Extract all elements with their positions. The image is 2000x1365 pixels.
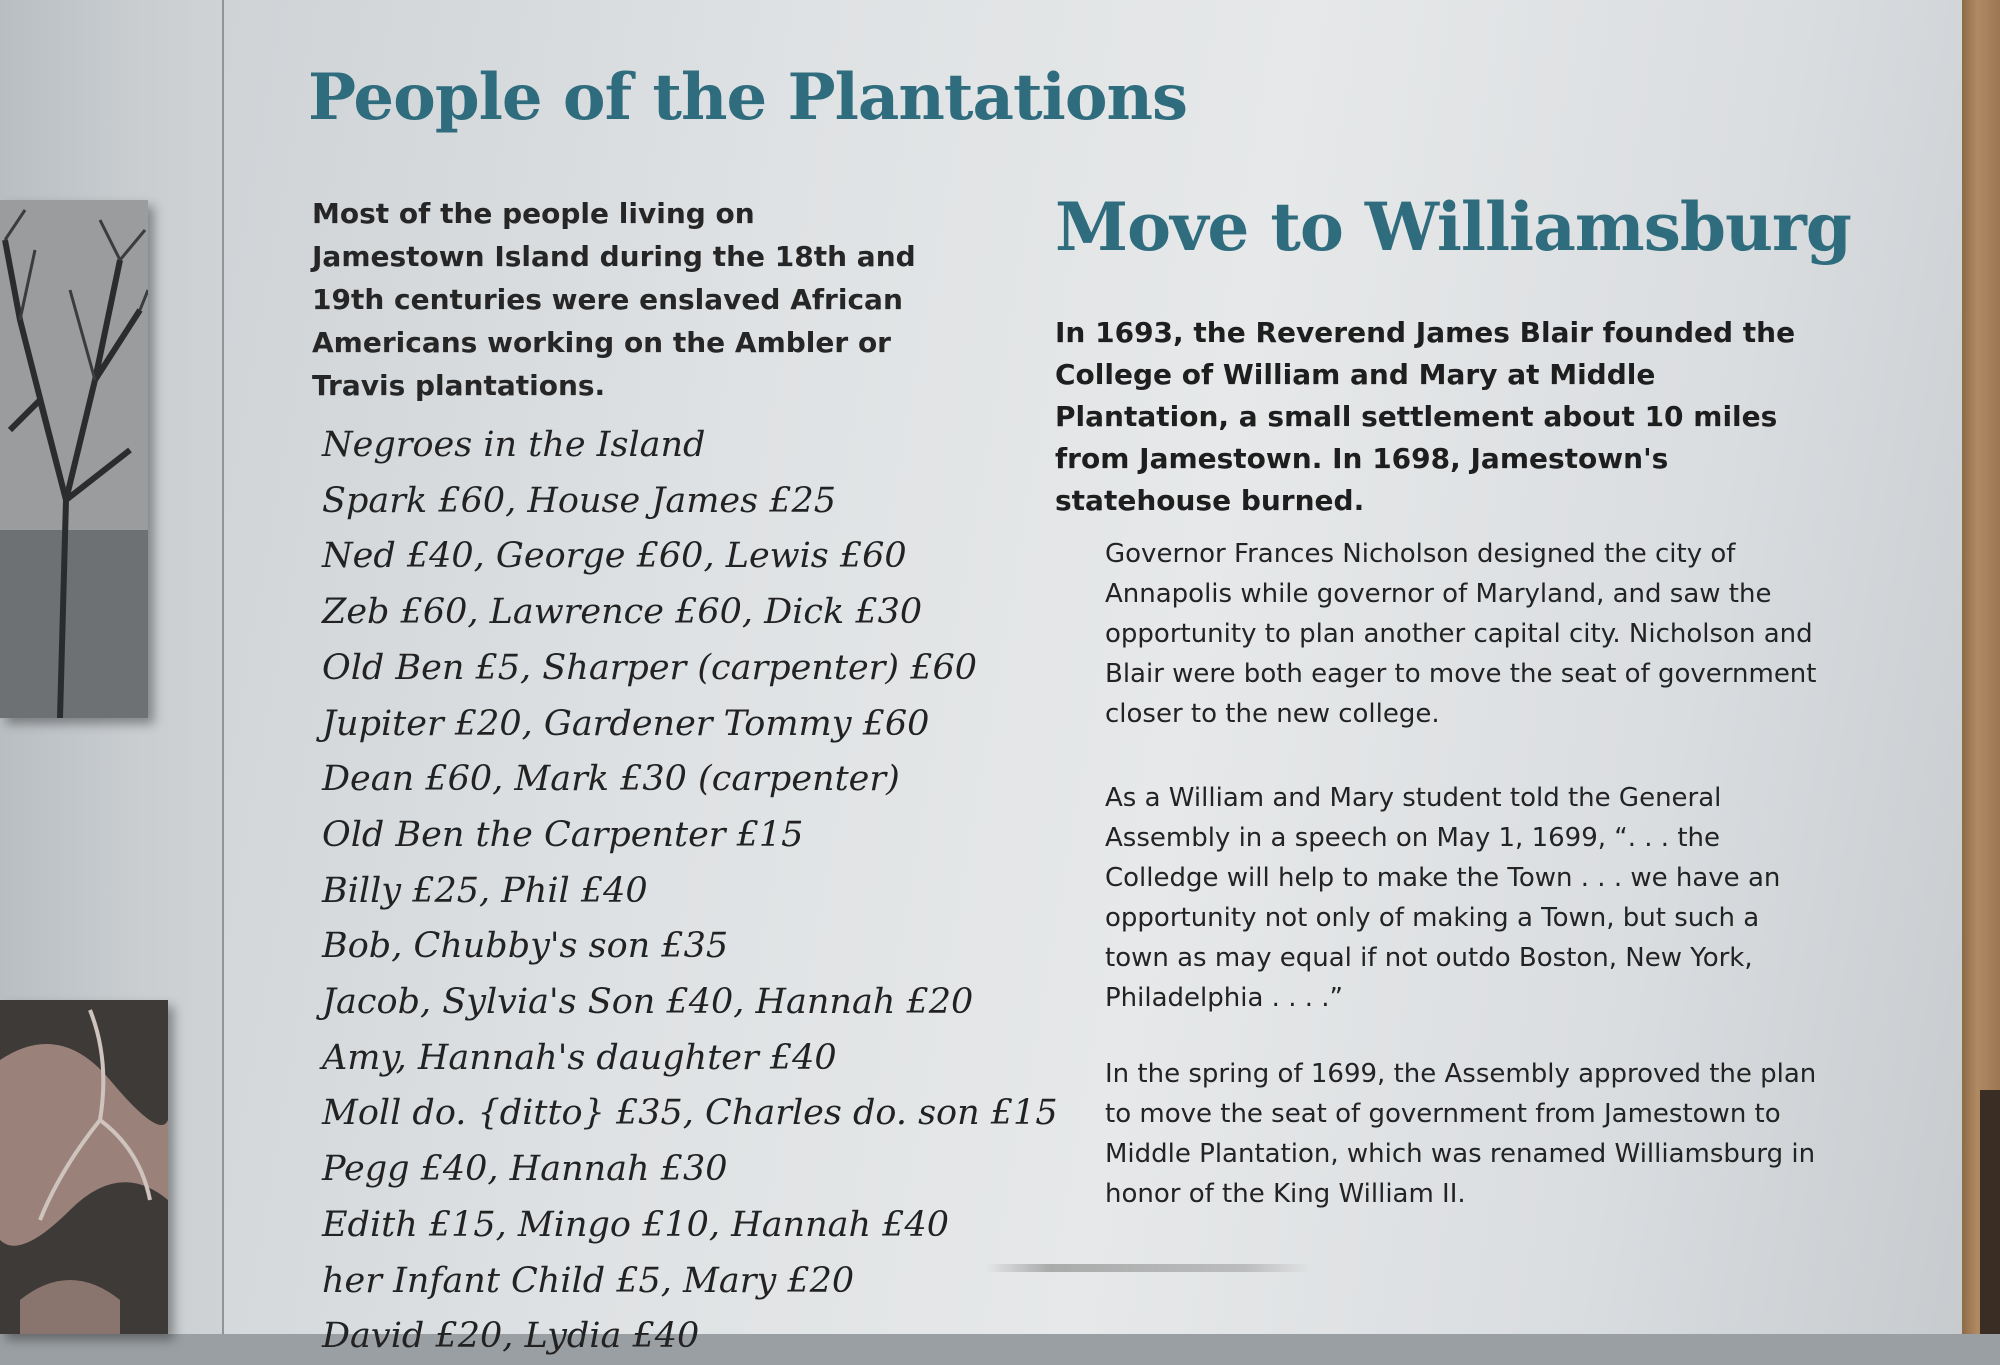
map-drawing <box>0 1000 168 1334</box>
inventory-line: Amy, Hannah's daughter £40 <box>322 1037 837 1078</box>
inventory-line: Jacob, Sylvia's Son £40, Hannah £20 <box>322 982 974 1023</box>
adjacent-panel <box>0 0 222 1334</box>
assembly-approval-paragraph: In the spring of 1699, the Assembly approved the plan to move the seat of government from Jamestown to Middle Plantation, which was renamed Williamsburg in honor of the King William II. <box>1105 1059 1817 1209</box>
tree-branches-graphic <box>0 200 148 718</box>
inventory-line: Negroes in the Island <box>322 425 706 465</box>
williamsburg-intro-text: In 1693, the Reverend James Blair founded the College of William and Mary at Middle Plantation, a small settlement about 10 miles from Jamestown. In 1698, Jamestown's statehouse burned. <box>1055 316 1796 517</box>
inventory-line: Dean £60, Mark £30 (carpenter) <box>322 759 900 800</box>
inventory-line: Old Ben the Carpenter £15 <box>322 814 804 855</box>
student-speech-paragraph: As a William and Mary student told the General Assembly in a speech on May 1, 1699, “. . . the Colledge will help to make the Town . . . we have an opportunity not only of making a Town, but such a town as may equal if not outdo Boston, New York, Philadelphia . . . .” <box>1105 783 1781 1013</box>
move-to-williamsburg-title: Move to Williamsburg <box>1055 188 1851 266</box>
nicholson-paragraph: Governor Frances Nicholson designed the city of Annapolis while governor of Maryland, and saw the opportunity to plan another capital city. Nicholson and Blair were both eager to move the seat of government closer to the new college. <box>1105 539 1817 729</box>
inventory-list <box>322 418 1058 1365</box>
inventory-line: David £20, Lydia £40 <box>322 1316 700 1357</box>
inventory-line: Zeb £60, Lawrence £60, Dick £30 <box>322 592 923 633</box>
inventory-line: Jupiter £20, Gardener Tommy £60 <box>322 703 930 744</box>
inventory-line: Bob, Chubby's son £35 <box>322 926 729 967</box>
frame-shadow <box>1980 1090 2000 1334</box>
inventory-line: Edith £15, Mingo £10, Hannah £40 <box>322 1204 949 1245</box>
inventory-line: Pegg £40, Hannah £30 <box>322 1149 728 1190</box>
scuff-mark <box>985 1264 1310 1272</box>
people-of-the-plantations-title: People of the Plantations <box>308 60 1188 135</box>
inventory-line: Ned £40, George £60, Lewis £60 <box>322 536 907 577</box>
map-graphic <box>0 1000 168 1334</box>
inventory-line: Moll do. {ditto} £35, Charles do. son £15 <box>322 1093 1058 1134</box>
plantations-intro-text: Most of the people living on Jamestown Island during the 18th and 19th centuries were enslaved African Americans working on the Ambler or Travis plantations. <box>312 197 916 402</box>
tree-photograph <box>0 200 148 718</box>
inventory-line: Spark £60, House James £25 <box>322 480 836 521</box>
inventory-line: her Infant Child £5, Mary £20 <box>322 1260 855 1301</box>
inventory-line: Old Ben £5, Sharper (carpenter) £60 <box>322 647 978 688</box>
inventory-line: Billy £25, Phil £40 <box>322 870 648 911</box>
